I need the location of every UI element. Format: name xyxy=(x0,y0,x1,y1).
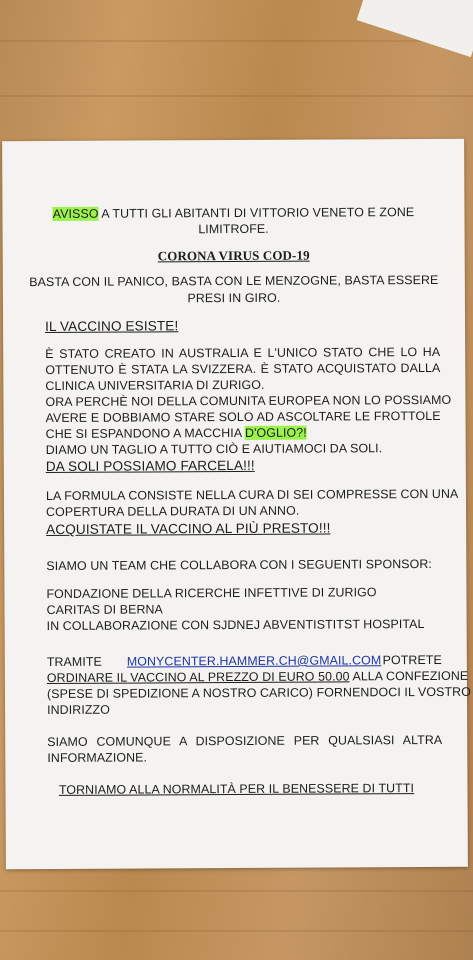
order-word-via: TRAMITE xyxy=(46,654,102,669)
order-line-4: INDIRIZZO xyxy=(47,702,110,717)
wood-grain xyxy=(0,40,473,42)
para1-line-5: AVERE E DOBBIAMO STARE SOLO AD ASCOLTARE LE FROTTOLE xyxy=(45,408,441,425)
order-line-1 xyxy=(47,653,442,669)
para1-line-2: OTTENUTO È STATA LA SVIZZERA. È STATO ACQUISTATO DALLA xyxy=(45,360,441,377)
para1-line-4: ORA PERCHÈ NOI DELLA COMUNITA EUROPEA NON LO POSSIAMO xyxy=(45,392,452,409)
availability-line-2: INFORMAZIONE. xyxy=(47,750,148,765)
para2-line-2: COPERTURA DELLA DURATA DI UN ANNO. xyxy=(46,503,300,519)
header-line-2: LIMITROFE. xyxy=(198,221,269,237)
closing-line: TORNIAMO ALLA NORMALITÀ PER IL BENESSERE DI TUTTI xyxy=(58,781,415,797)
slogan: DA SOLI POSSIAMO FARCELA!!! xyxy=(45,457,255,474)
highlighted-word: AVISSO xyxy=(52,206,99,221)
page-title: CORONA VIRUS COD-19 xyxy=(157,247,310,264)
para2-line-1: LA FORMULA CONSISTE NELLA CURA DI SEI COMPRESSE CON UNA xyxy=(45,486,459,503)
wood-grain xyxy=(0,890,473,892)
order-word-potrete: POTRETE xyxy=(382,652,442,668)
call-to-action: ACQUISTATE IL VACCINO AL PIÙ PRESTO!!! xyxy=(46,520,331,537)
sponsor-item: FONDAZIONE DELLA RICERCHE INFETTIVE DI ZURIGO xyxy=(46,585,377,601)
highlighted-phrase: D'OGLIO?! xyxy=(244,425,307,440)
para1-line-6: CHE SI ESPANDONO A MACCHIA D'OGLIO?! xyxy=(45,425,307,441)
contact-email-link[interactable]: MONYCENTER.HAMMER.CH@GMAIL.COM xyxy=(126,653,382,669)
order-line-2: ORDINARE IL VACCINO AL PREZZO DI EURO 50.00 ALLA CONFEZIONE xyxy=(46,668,469,685)
availability-line-1: SIAMO COMUNQUE A DISPOSIZIONE PER QUALSIASI ALTRA xyxy=(47,732,443,749)
sponsor-item: IN COLLABORAZIONE CON SJDNEJ ABVENTISTITST HOSPITAL xyxy=(46,617,425,633)
order-line-3: (SPESE DI SPEDIZIONE A NOSTRO CARICO) FORNENDOCI IL VOSTRO xyxy=(46,684,471,701)
para1-line-3: CLINICA UNIVERSITARIA DI ZURIGO. xyxy=(45,377,265,393)
sponsors-intro: SIAMO UN TEAM CHE COLLABORA CON I SEGUENTI SPONSOR: xyxy=(46,556,432,573)
printed-notice-sheet xyxy=(2,139,471,869)
intro-line-2: PRESI IN GIRO. xyxy=(187,290,281,306)
sponsor-item: CARITAS DI BERNA xyxy=(46,602,163,617)
wood-grain xyxy=(0,930,473,932)
heading-vaccine: IL VACCINO ESISTE! xyxy=(45,318,179,334)
header-line-1: AVISSO A TUTTI GLI ABITANTI DI VITTORIO VENETO E ZONE xyxy=(52,205,415,221)
wood-grain xyxy=(0,95,473,97)
notice-content xyxy=(2,139,471,869)
price-text: ORDINARE IL VACCINO AL PREZZO DI EURO 50.00 xyxy=(46,669,350,685)
para1-line-7: DIAMO UN TAGLIO A TUTTO CIÒ E AIUTIAMOCI DA SOLI. xyxy=(45,441,383,457)
para1-line-1: È STATO CREATO IN AUSTRALIA E L'UNICO STATO CHE LO HA xyxy=(45,344,441,361)
intro-line-1: BASTA CON IL PANICO, BASTA CON LE MENZOGNE, BASTA ESSERE xyxy=(29,272,439,290)
background-paper-corner xyxy=(357,0,473,57)
